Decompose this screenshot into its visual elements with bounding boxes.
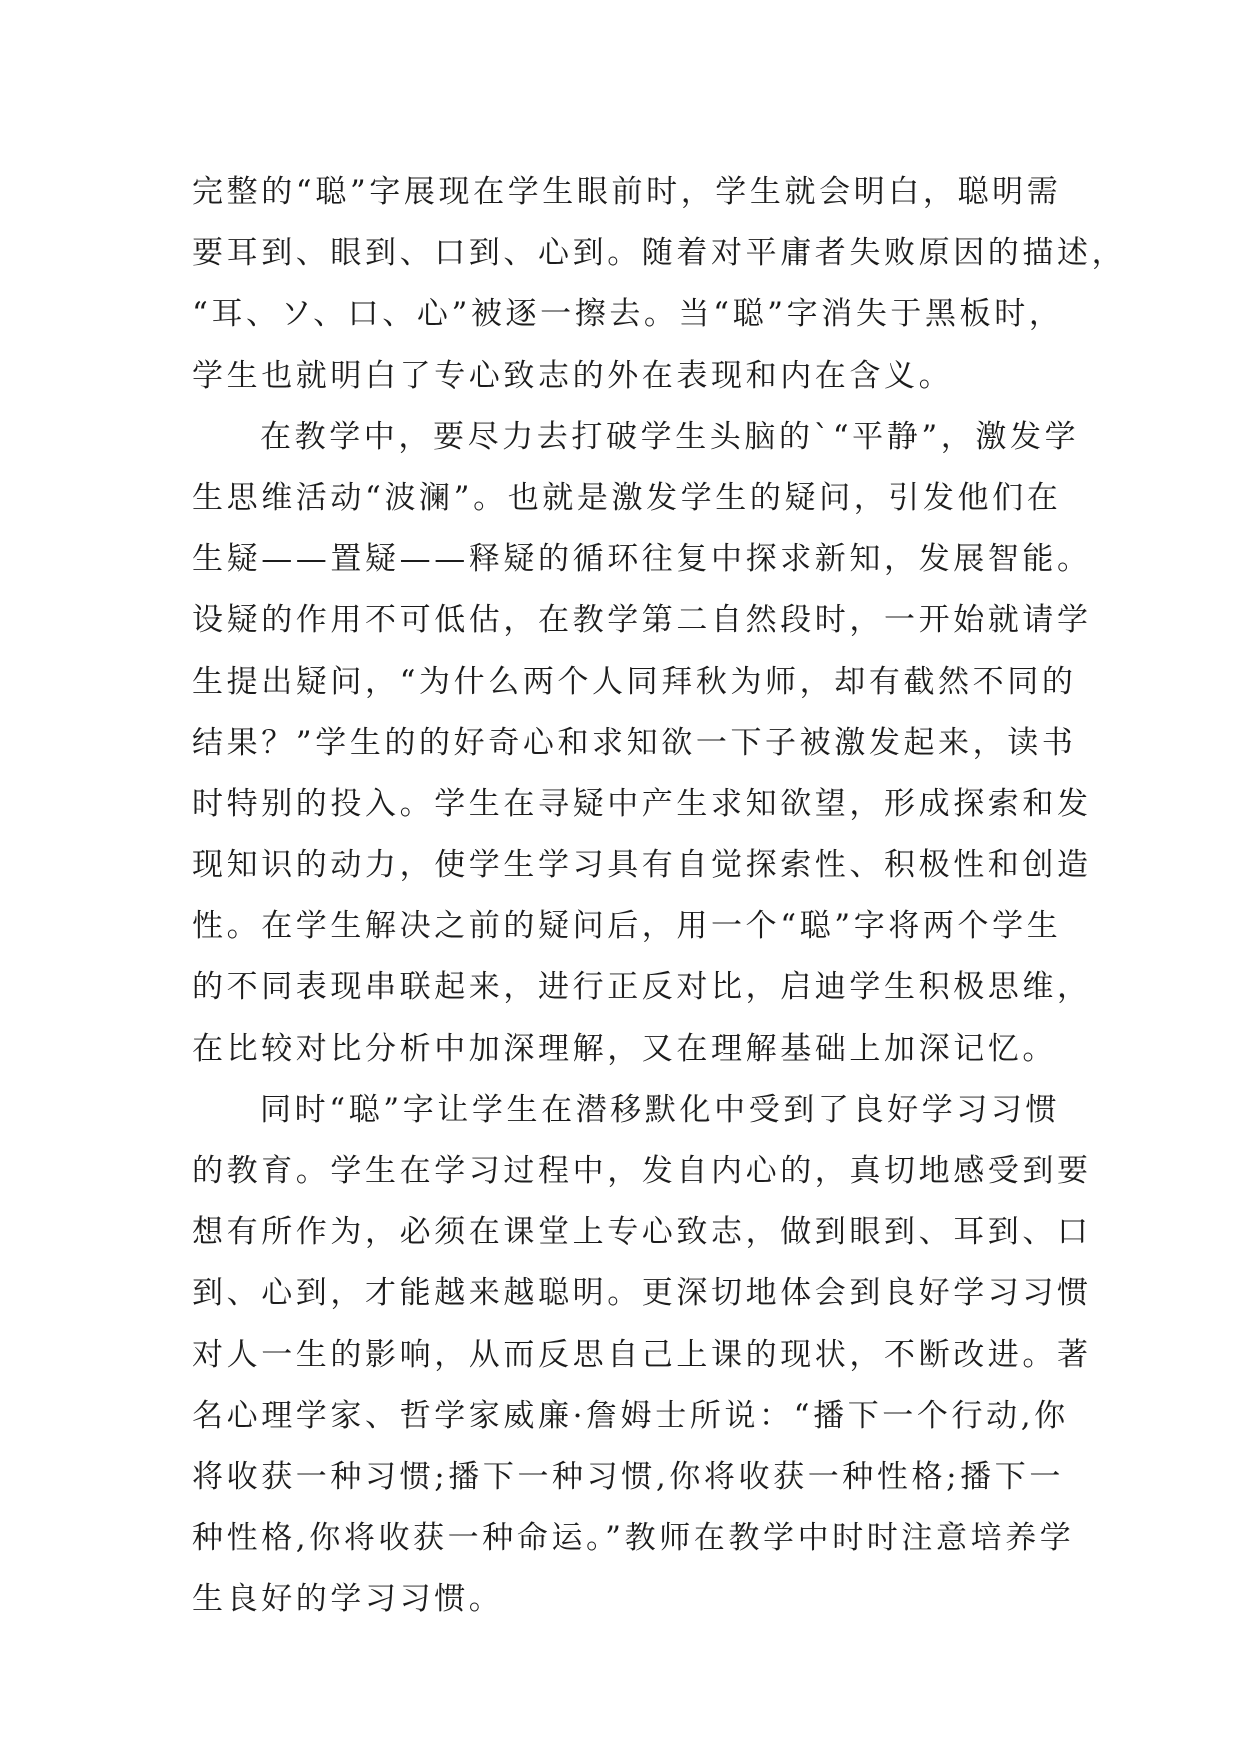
text-line: 对人一生的影响，从而反思自己上课的现状，不断改进。著 [192,1336,1092,1373]
text-line: 现知识的动力，使学生学习具有自觉探索性、积极性和创造 [192,847,1092,884]
paragraph-start-line: 同时“聪”字让学生在潜移默化中受到了良好学习习惯 [260,1091,1061,1128]
text-line: 结果？”学生的的好奇心和求知欲一下子被激发起来，读书 [192,724,1077,761]
text-line: 到、心到，才能越来越聪明。更深切地体会到良好学习习惯 [192,1275,1092,1312]
text-line: 想有所作为，必须在课堂上专心致志，做到眼到、耳到、口 [192,1214,1092,1251]
text-line: 时特别的投入。学生在寻疑中产生求知欲望，形成探索和发 [192,785,1092,822]
text-line: 设疑的作用不可低估，在教学第二自然段时，一开始就请学 [192,602,1092,639]
paragraph-start-line: 在教学中，要尽力去打破学生头脑的`“平静”，激发学 [260,418,1080,455]
text-line: 生提出疑问，“为什么两个人同拜秋为师，却有截然不同的 [192,663,1077,700]
body-text [192,162,1127,1631]
text-line: 完整的“聪”字展现在学生眼前时，学生就会明白，聪明需 [192,174,1062,210]
text-line: 生良好的学习习惯。 [192,1581,504,1618]
text-line: 名心理学家、哲学家威廉·詹姆士所说：“播下一个行动,你 [192,1397,1069,1434]
text-line: 学生也就明白了专心致志的外在表现和内在含义。 [192,357,954,394]
text-line: 在比较对比分析中加深理解，又在理解基础上加深记忆。 [192,1030,1057,1067]
text-line: 性。在学生解决之前的疑问后，用一个“聪”字将两个学生 [192,908,1062,945]
text-line: 生思维活动“波澜”。也就是激发学生的疑问，引发他们在 [192,479,1062,516]
text-line: 的不同表现串联起来，进行正反对比，启迪学生积极思维， [192,969,1092,1006]
text-line: “耳、ソ、口、心”被逐一擦去。当“聪”字消失于黑板时， [192,296,1064,333]
text-line: 要耳到、眼到、口到、心到。随着对平庸者失败原因的描述， [192,235,1127,272]
text-line: 的教育。学生在学习过程中，发自内心的，真切地感受到要 [192,1153,1092,1189]
text-line: 种性格,你将收获一种命运。”教师在教学中时时注意培养学 [192,1520,1075,1557]
text-line: 将收获一种习惯;播下一种习惯,你将收获一种性格;播下一 [192,1458,1064,1495]
text-line: 生疑——置疑——释疑的循环往复中探求新知，发展智能。 [192,541,1092,578]
